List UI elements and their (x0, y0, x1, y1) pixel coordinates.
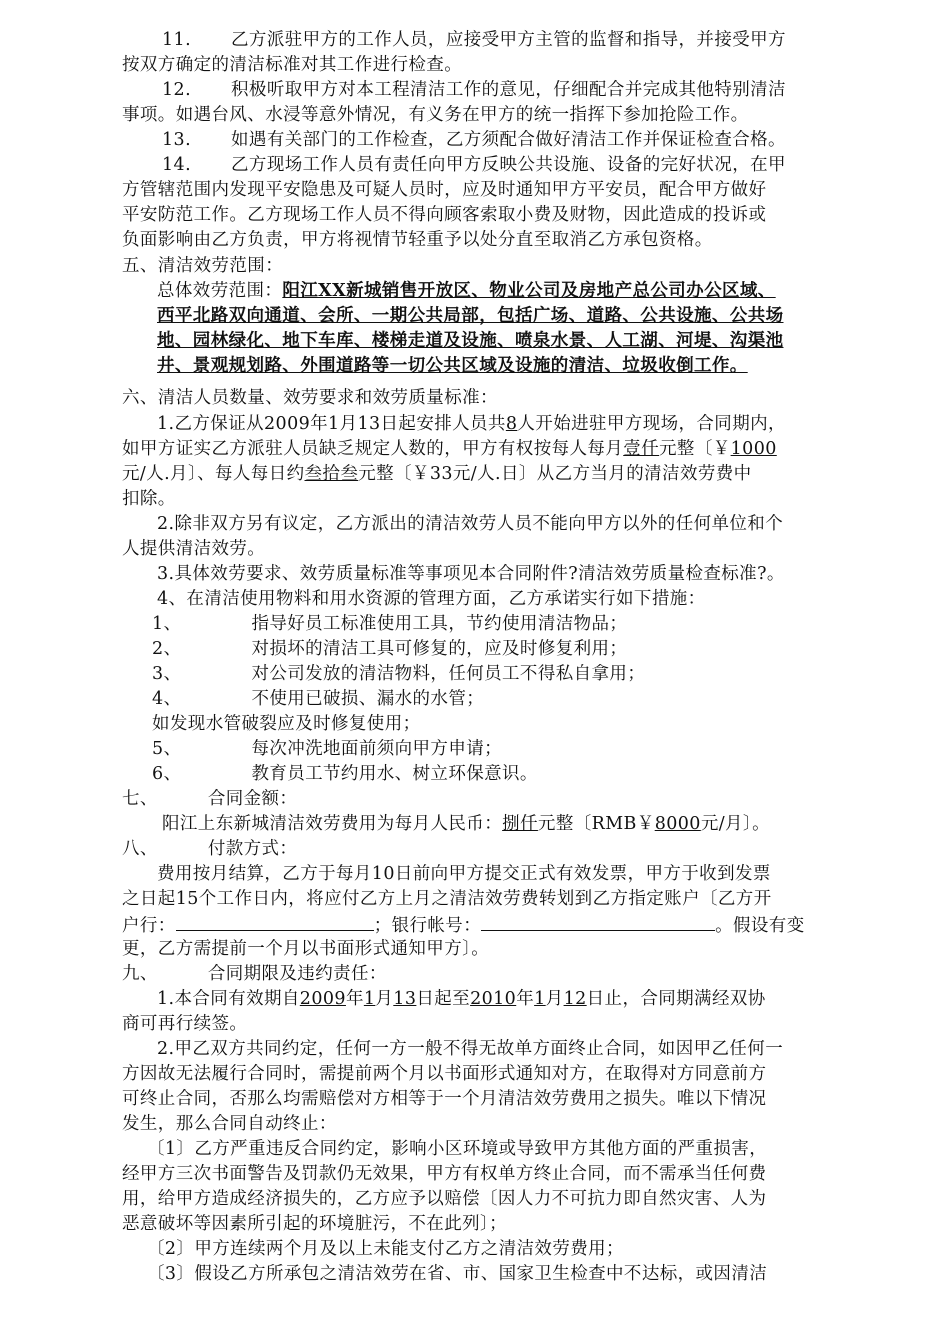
start-year: 2009 (299, 989, 346, 1009)
text: 元/月〕。 (700, 814, 770, 834)
measure-text: 教育员工节约用水、树立环保意识。 (251, 764, 538, 784)
text: 人开始进驻甲方现场，合同期内， (517, 414, 786, 434)
scope-line-4: 井、景观规划路、外围道路等一切公共区域及设施的清洁、垃圾收倒工作。 (157, 356, 748, 376)
clause-number: 12. (162, 80, 192, 100)
text: 元/人.月〕、每人每日约 (122, 464, 305, 484)
condition-1-line-3: 用，给甲方造成经济损失的，乙方应予以赔偿〔因人力不可抗力即自然灾害、人为 (122, 1189, 767, 1209)
measure-6 (152, 762, 538, 786)
payment-line-2: 之日起15个工作日内，将应付乙方上月之清洁效劳费转划到乙方指定账户〔乙方开 (122, 889, 772, 909)
clause-number: 13. (162, 130, 192, 150)
start-day: 13 (393, 989, 417, 1009)
section-6-heading: 六、清洁人员数量、效劳要求和效劳质量标准： (122, 388, 498, 408)
section-7-heading (122, 787, 297, 811)
clause-14-line-2: 方管辖范围内发现平安隐患及可疑人员时，应及时通知甲方平安员，配合甲方做好 (122, 180, 767, 200)
section-8-heading (122, 837, 297, 861)
clause-14-line-1 (162, 153, 786, 177)
s6-p2-line-1: 2.除非双方另有议定，乙方派出的清洁效劳人员不能向甲方以外的任何单位和个 (157, 514, 784, 534)
s9-p2-line-1: 2.甲乙双方共同约定，任何一方一般不得无故单方面终止合同，如因甲乙任何一 (157, 1039, 784, 1059)
text: 年 (516, 989, 535, 1009)
section-number: 九、 (122, 964, 158, 984)
measure-number: 6、 (152, 764, 182, 784)
clause-11-line-2: 按双方确定的清洁标准对其工作进行检查。 (122, 55, 463, 75)
condition-2-line-1: 〔2〕甲方连续两个月及以上未能支付乙方之清洁效劳费用； (147, 1239, 624, 1259)
measure-4-note: 如发现水管破裂应及时修复使用； (152, 714, 421, 734)
clause-12-line-1 (162, 78, 786, 102)
measure-number: 5、 (152, 739, 182, 759)
measure-4 (152, 687, 484, 711)
measure-1 (152, 612, 627, 636)
clause-12-line-2: 事项。如遇台风、水浸等意外情况，有义务在甲方的统一指挥下参加抢险工作。 (122, 105, 749, 125)
s9-p2-line-4: 发生，那么合同自动终止： (122, 1114, 337, 1134)
text: 月 (375, 989, 394, 1009)
text: 日止，合同期满经双协 (586, 989, 766, 1009)
text: 户行： (122, 916, 176, 936)
s6-p3-line-1: 3.具体效劳要求、效劳质量标准等事项见本合同附件?清洁效劳质量检查标准?。 (157, 564, 785, 584)
section-number: 八、 (122, 839, 158, 859)
clause-text: 乙方派驻甲方的工作人员，应接受甲方主管的监督和指导，并接受甲方 (231, 30, 786, 50)
scope-line-1 (157, 279, 776, 303)
account-number-field[interactable] (481, 912, 715, 931)
measure-text: 不使用已破损、漏水的水管； (251, 689, 485, 709)
end-day: 12 (563, 989, 587, 1009)
clause-14-line-4: 负面影响由乙方负责，甲方将视情节轻重予以处分直至取消乙方承包资格。 (122, 230, 713, 250)
measure-text: 指导好员工标准使用工具，节约使用清洁物品； (251, 614, 628, 634)
text: 年 (345, 989, 364, 1009)
measure-text: 对公司发放的清洁物料，任何员工不得私自拿用； (251, 664, 646, 684)
text: 元整〔￥33元/人.日〕从乙方当月的清洁效劳费中 (358, 464, 752, 484)
s6-p1-line-4: 扣除。 (122, 489, 176, 509)
measure-2 (152, 637, 627, 661)
amount-cn: 捌仟 (502, 814, 538, 834)
condition-1-line-4: 恶意破坏等因素所引起的环境脏污，不在此列〕； (122, 1214, 508, 1234)
contract-amount-line (162, 812, 770, 836)
section-9-heading (122, 962, 387, 986)
section-5-heading: 五、清洁效劳范围： (122, 256, 284, 276)
text: 日起至 (416, 989, 471, 1009)
s6-p4-line-1: 4、在清洁使用物料和用水资源的管理方面，乙方承诺实行如下措施： (157, 589, 706, 609)
term-line-2: 商可再行续签。 (122, 1014, 248, 1034)
payment-line-1: 费用按月结算，乙方于每月10日前向甲方提交正式有效发票，甲方于收到发票 (157, 864, 771, 884)
section-title: 合同期限及违约责任： (207, 964, 387, 984)
payment-line-3 (122, 912, 805, 938)
s6-p1-line-3 (122, 462, 752, 486)
section-number: 七、 (122, 789, 158, 809)
measure-number: 3、 (152, 664, 182, 684)
scope-line-3: 地、园林绿化、地下车库、楼梯走道及设施、喷泉水景、人工湖、河堤、沟渠池 (157, 331, 784, 351)
bank-name-field[interactable] (176, 912, 374, 931)
text: 。假设有变 (715, 916, 805, 936)
clause-13-line-1 (162, 128, 786, 152)
s9-p2-line-2: 方因故无法履行合同时，需提前两个月以书面形式通知对方，在取得对方同意前方 (122, 1064, 767, 1084)
start-month: 1 (363, 989, 376, 1009)
section-title: 合同金额： (207, 789, 298, 809)
measure-5 (152, 737, 502, 761)
condition-1-line-2: 经甲方三次书面警告及罚款仍无效果，甲方有权单方终止合同，而不需承当任何费 (122, 1164, 767, 1184)
measure-number: 2、 (152, 639, 182, 659)
clause-number: 11. (162, 30, 192, 50)
clause-11-line-1 (162, 28, 786, 52)
clause-text: 如遇有关部门的工作检查，乙方须配合做好清洁工作并保证检查合格。 (231, 130, 786, 150)
condition-1-line-1: 〔1〕乙方严重违反合同约定，影响小区环境或导致甲方其他方面的严重损害， (147, 1139, 768, 1159)
text: 1.本合同有效期自 (157, 989, 300, 1009)
measure-number: 4、 (152, 689, 182, 709)
staff-count: 8 (505, 414, 518, 434)
amount-num: 8000 (654, 814, 701, 834)
condition-3-line-1: 〔3〕假设乙方所承包之清洁效劳在省、市、国家卫生检查中不达标，或因清洁 (147, 1264, 768, 1284)
text: 元整〔￥ (659, 439, 731, 459)
scope-text: 阳江XX新城销售开放区、物业公司及房地产总公司办公区域、 (282, 281, 776, 301)
text: 1.乙方保证从2009年1月13日起安排人员共 (157, 414, 506, 434)
term-line-1 (157, 987, 766, 1011)
scope-label: 总体效劳范围： (157, 281, 283, 301)
clause-14-line-3: 平安防范工作。乙方现场工作人员不得向顾客索取小费及财物，因此造成的投诉或 (122, 205, 767, 225)
text: 如甲方证实乙方派驻人员缺乏规定人数的，甲方有权按每人每月 (122, 439, 624, 459)
clause-number: 14. (162, 155, 192, 175)
measure-text: 对损坏的清洁工具可修复的，应及时修复利用； (251, 639, 628, 659)
measure-number: 1、 (152, 614, 182, 634)
text: 月 (545, 989, 564, 1009)
s9-p2-line-3: 可终止合同，否那么均需赔偿对方相等于一个月清洁效劳费用之损失。唯以下情况 (122, 1089, 767, 1109)
end-year: 2010 (470, 989, 517, 1009)
end-month: 1 (534, 989, 546, 1009)
s6-p2-line-2: 人提供清洁效劳。 (122, 539, 266, 559)
section-title: 付款方式： (207, 839, 298, 859)
measure-3 (152, 662, 645, 686)
monthly-deduction-num: 1000 (730, 439, 777, 459)
text: 阳江上东新城清洁效劳费用为每月人民币： (162, 814, 503, 834)
payment-line-4: 更，乙方需提前一个月以书面形式通知甲方〕。 (122, 939, 490, 959)
text: ；银行帐号： (373, 916, 482, 936)
text: 元整〔RMB￥ (537, 814, 655, 834)
s6-p1-line-1 (157, 412, 786, 436)
daily-deduction-cn: 叁拾叁 (304, 464, 359, 484)
scope-line-2: 西平北路双向通道、会所、一期公共局部，包括广场、道路、公共设施、公共场 (157, 306, 784, 326)
measure-text: 每次冲洗地面前须向甲方申请； (251, 739, 503, 759)
clause-text: 乙方现场工作人员有责任向甲方反映公共设施、设备的完好状况，在甲 (231, 155, 786, 175)
clause-text: 积极听取甲方对本工程清洁工作的意见，仔细配合并完成其他特别清洁 (231, 80, 786, 100)
monthly-deduction-cn: 壹仟 (623, 439, 660, 459)
s6-p1-line-2 (122, 437, 777, 461)
